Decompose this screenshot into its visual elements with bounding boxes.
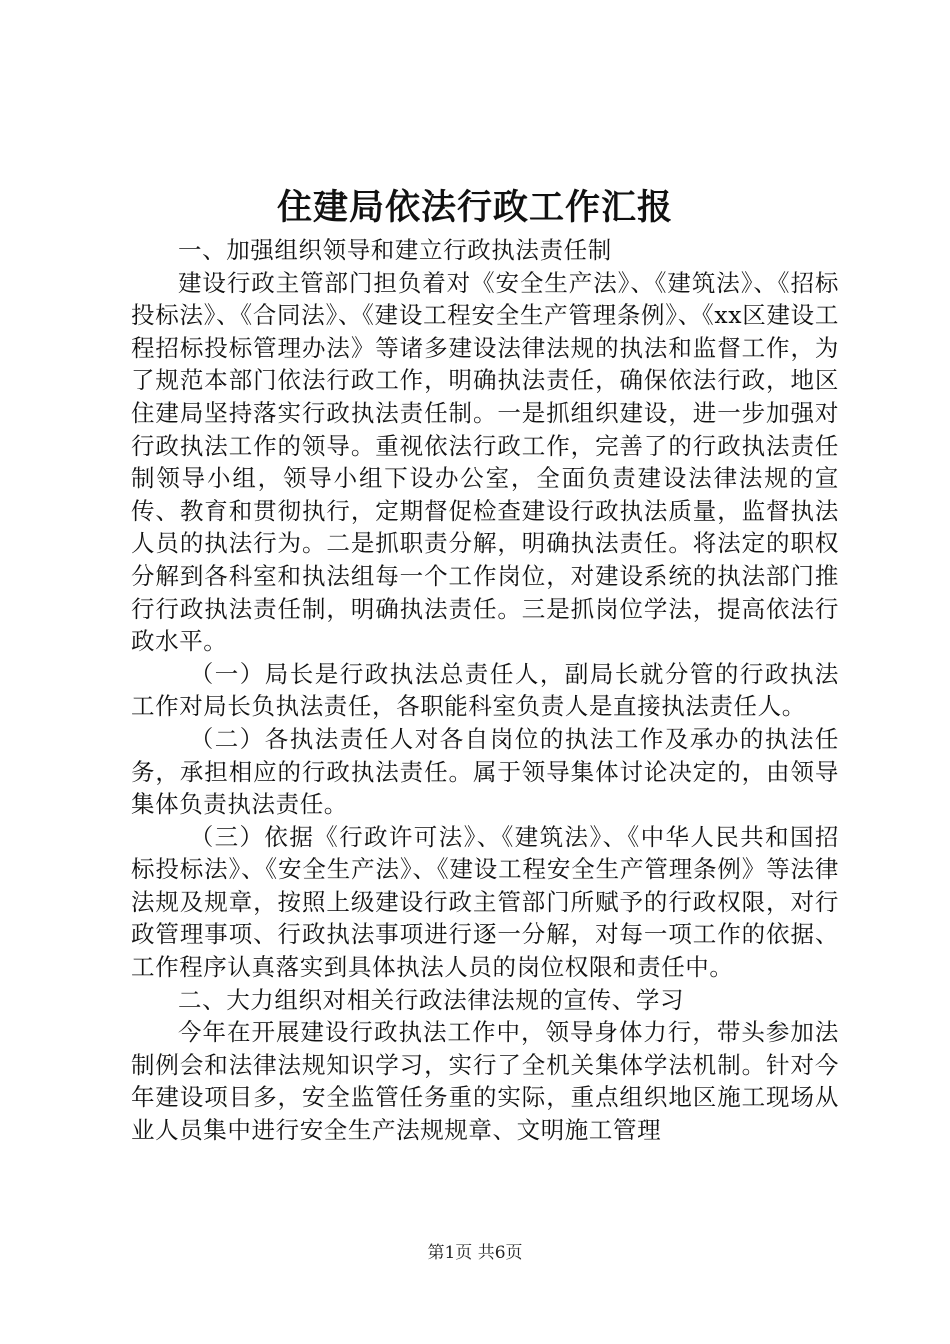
body-paragraph: 今年在开展建设行政执法工作中，领导身体力行，带头参加法制例会和法律法规知识学习，实行了全机关集体学法机制。针对今年建设项目多，安全监管任务重的实际，重点组织地区施工现场从业人员集中进行安全生产法规规章、文明施工管理 bbox=[131, 1018, 839, 1145]
section-heading-1: 一、加强组织领导和建立行政执法责任制 bbox=[178, 236, 612, 264]
document-title: 住建局依法行政工作汇报 bbox=[276, 187, 673, 228]
list-item-3: （三）依据《行政许可法》、《建筑法》、《中华人民共和国招标投标法》、《安全生产法》、《建设工程安全生产管理条例》等法律法规及规章，按照上级建设行政主管部门所赋予的行政权限，对行政管理事项、行政执法事项进行逐一分解，对每一项工作的依据、工作程序认真落实到具体执法人员的岗位权限和责任中。 bbox=[131, 822, 839, 982]
page-footer: 第1页 共6页 bbox=[427, 1243, 523, 1263]
section-heading-2: 二、大力组织对相关行政法律法规的宣传、学习 bbox=[178, 985, 685, 1014]
body-paragraph: 建设行政主管部门担负着对《安全生产法》、《建筑法》、《招标投标法》、《合同法》、《建设工程安全生产管理条例》、《xx区建设工程招标投标管理办法》等诸多建设法律法规的执法和监督工作，为了规范本部门依法行政工作，明确执法责任，确保依法行政，地区住建局坚持落实行政执法责任制。一是抓组织建设，进一步加强对行政执法工作的领导。重视依法行政工作，完善了的行政执法责任制领导小组，领导小组下设办公室，全面负责建设法律法规的宣传、教育和贯彻执行，定期督促检查建设行政执法质量，监督执法人员的执法行为。二是抓职责分解，明确执法责任。将法定的职权分解到各科室和执法组每一个工作岗位，对建设系统的执法部门推行行政执法责任制，明确执法责任。三是抓岗位学法，提高依法行政水平。 bbox=[131, 268, 839, 656]
list-item-1: （一）局长是行政执法总责任人，副局长就分管的行政执法工作对局长负执法责任，各职能科室负责人是直接执法责任人。 bbox=[131, 659, 839, 721]
document-body bbox=[131, 234, 839, 1147]
list-item-2: （二）各执法责任人对各自岗位的执法工作及承办的执法任务，承担相应的行政执法责任。属于领导集体讨论决定的，由领导集体负责执法责任。 bbox=[131, 724, 839, 819]
